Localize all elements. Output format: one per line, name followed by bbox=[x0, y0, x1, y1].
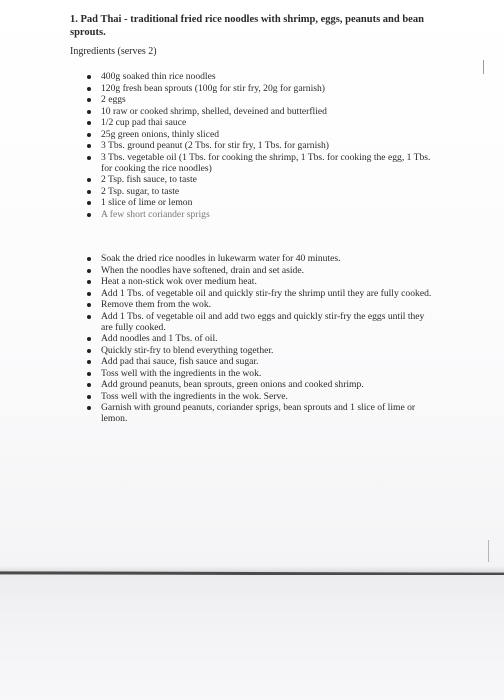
ingredient-item: 1 slice of lime or lemon bbox=[86, 197, 431, 208]
ingredient-item: 10 raw or cooked shrimp, shelled, deveined and butterflied bbox=[86, 106, 431, 117]
instruction-step: Add ground peanuts, bean sprouts, green onions and cooked shrimp. bbox=[86, 379, 436, 390]
instruction-step: Remove them from the wok. bbox=[86, 299, 436, 310]
ingredient-item: 2 Tsp. sugar, to taste bbox=[86, 186, 431, 197]
instruction-step: Heat a non-stick wok over medium heat. bbox=[86, 276, 436, 287]
ingredient-item: A few short coriander sprigs bbox=[86, 209, 431, 220]
ingredient-item: 1/2 cup pad thai sauce bbox=[86, 117, 431, 128]
ingredient-item: 3 Tbs. vegetable oil (1 Tbs. for cooking the shrimp, 1 Tbs. for cooking the egg, 1 Tbs. for cooking the rice noodles) bbox=[86, 152, 431, 174]
ingredient-item: 120g fresh bean sprouts (100g for stir fry, 20g for garnish) bbox=[86, 83, 431, 94]
instruction-step: When the noodles have softened, drain and set aside. bbox=[86, 265, 436, 276]
instructions-list bbox=[86, 253, 436, 425]
instruction-step: Add noodles and 1 Tbs. of oil. bbox=[86, 333, 436, 344]
ingredient-item: 25g green onions, thinly sliced bbox=[86, 129, 431, 140]
instruction-step: Add 1 Tbs. of vegetable oil and add two eggs and quickly stir-fry the eggs until they are fully cooked. bbox=[86, 311, 436, 333]
instruction-step: Garnish with ground peanuts, coriander sprigs, bean sprouts and 1 slice of lime or lemon. bbox=[86, 402, 436, 424]
ingredient-item: 2 eggs bbox=[86, 94, 431, 105]
ingredients-list bbox=[86, 71, 431, 220]
instruction-step: Add pad thai sauce, fish sauce and sugar. bbox=[86, 356, 436, 367]
instruction-step: Quickly stir-fry to blend everything together. bbox=[86, 345, 436, 356]
ingredients-heading: Ingredients (serves 2) bbox=[70, 46, 157, 57]
pen-stroke-mark bbox=[483, 60, 484, 74]
instruction-step: Soak the dried rice noodles in lukewarm water for 40 minutes. bbox=[86, 253, 436, 264]
instruction-step: Toss well with the ingredients in the wok. bbox=[86, 368, 436, 379]
instruction-step: Toss well with the ingredients in the wok. Serve. bbox=[86, 391, 436, 402]
ingredient-item: 2 Tsp. fish sauce, to taste bbox=[86, 174, 431, 185]
recipe-title: 1. Pad Thai - traditional fried rice noodles with shrimp, eggs, peanuts and bean sprouts. bbox=[70, 14, 424, 38]
background-surface bbox=[0, 575, 504, 700]
ingredient-item: 400g soaked thin rice noodles bbox=[86, 71, 431, 82]
ingredient-item: 3 Tbs. ground peanut (2 Tbs. for stir fry, 1 Tbs. for garnish) bbox=[86, 140, 431, 151]
pen-stroke-mark bbox=[488, 540, 489, 562]
instruction-step: Add 1 Tbs. of vegetable oil and quickly stir-fry the shrimp until they are fully cooked. bbox=[86, 288, 436, 299]
